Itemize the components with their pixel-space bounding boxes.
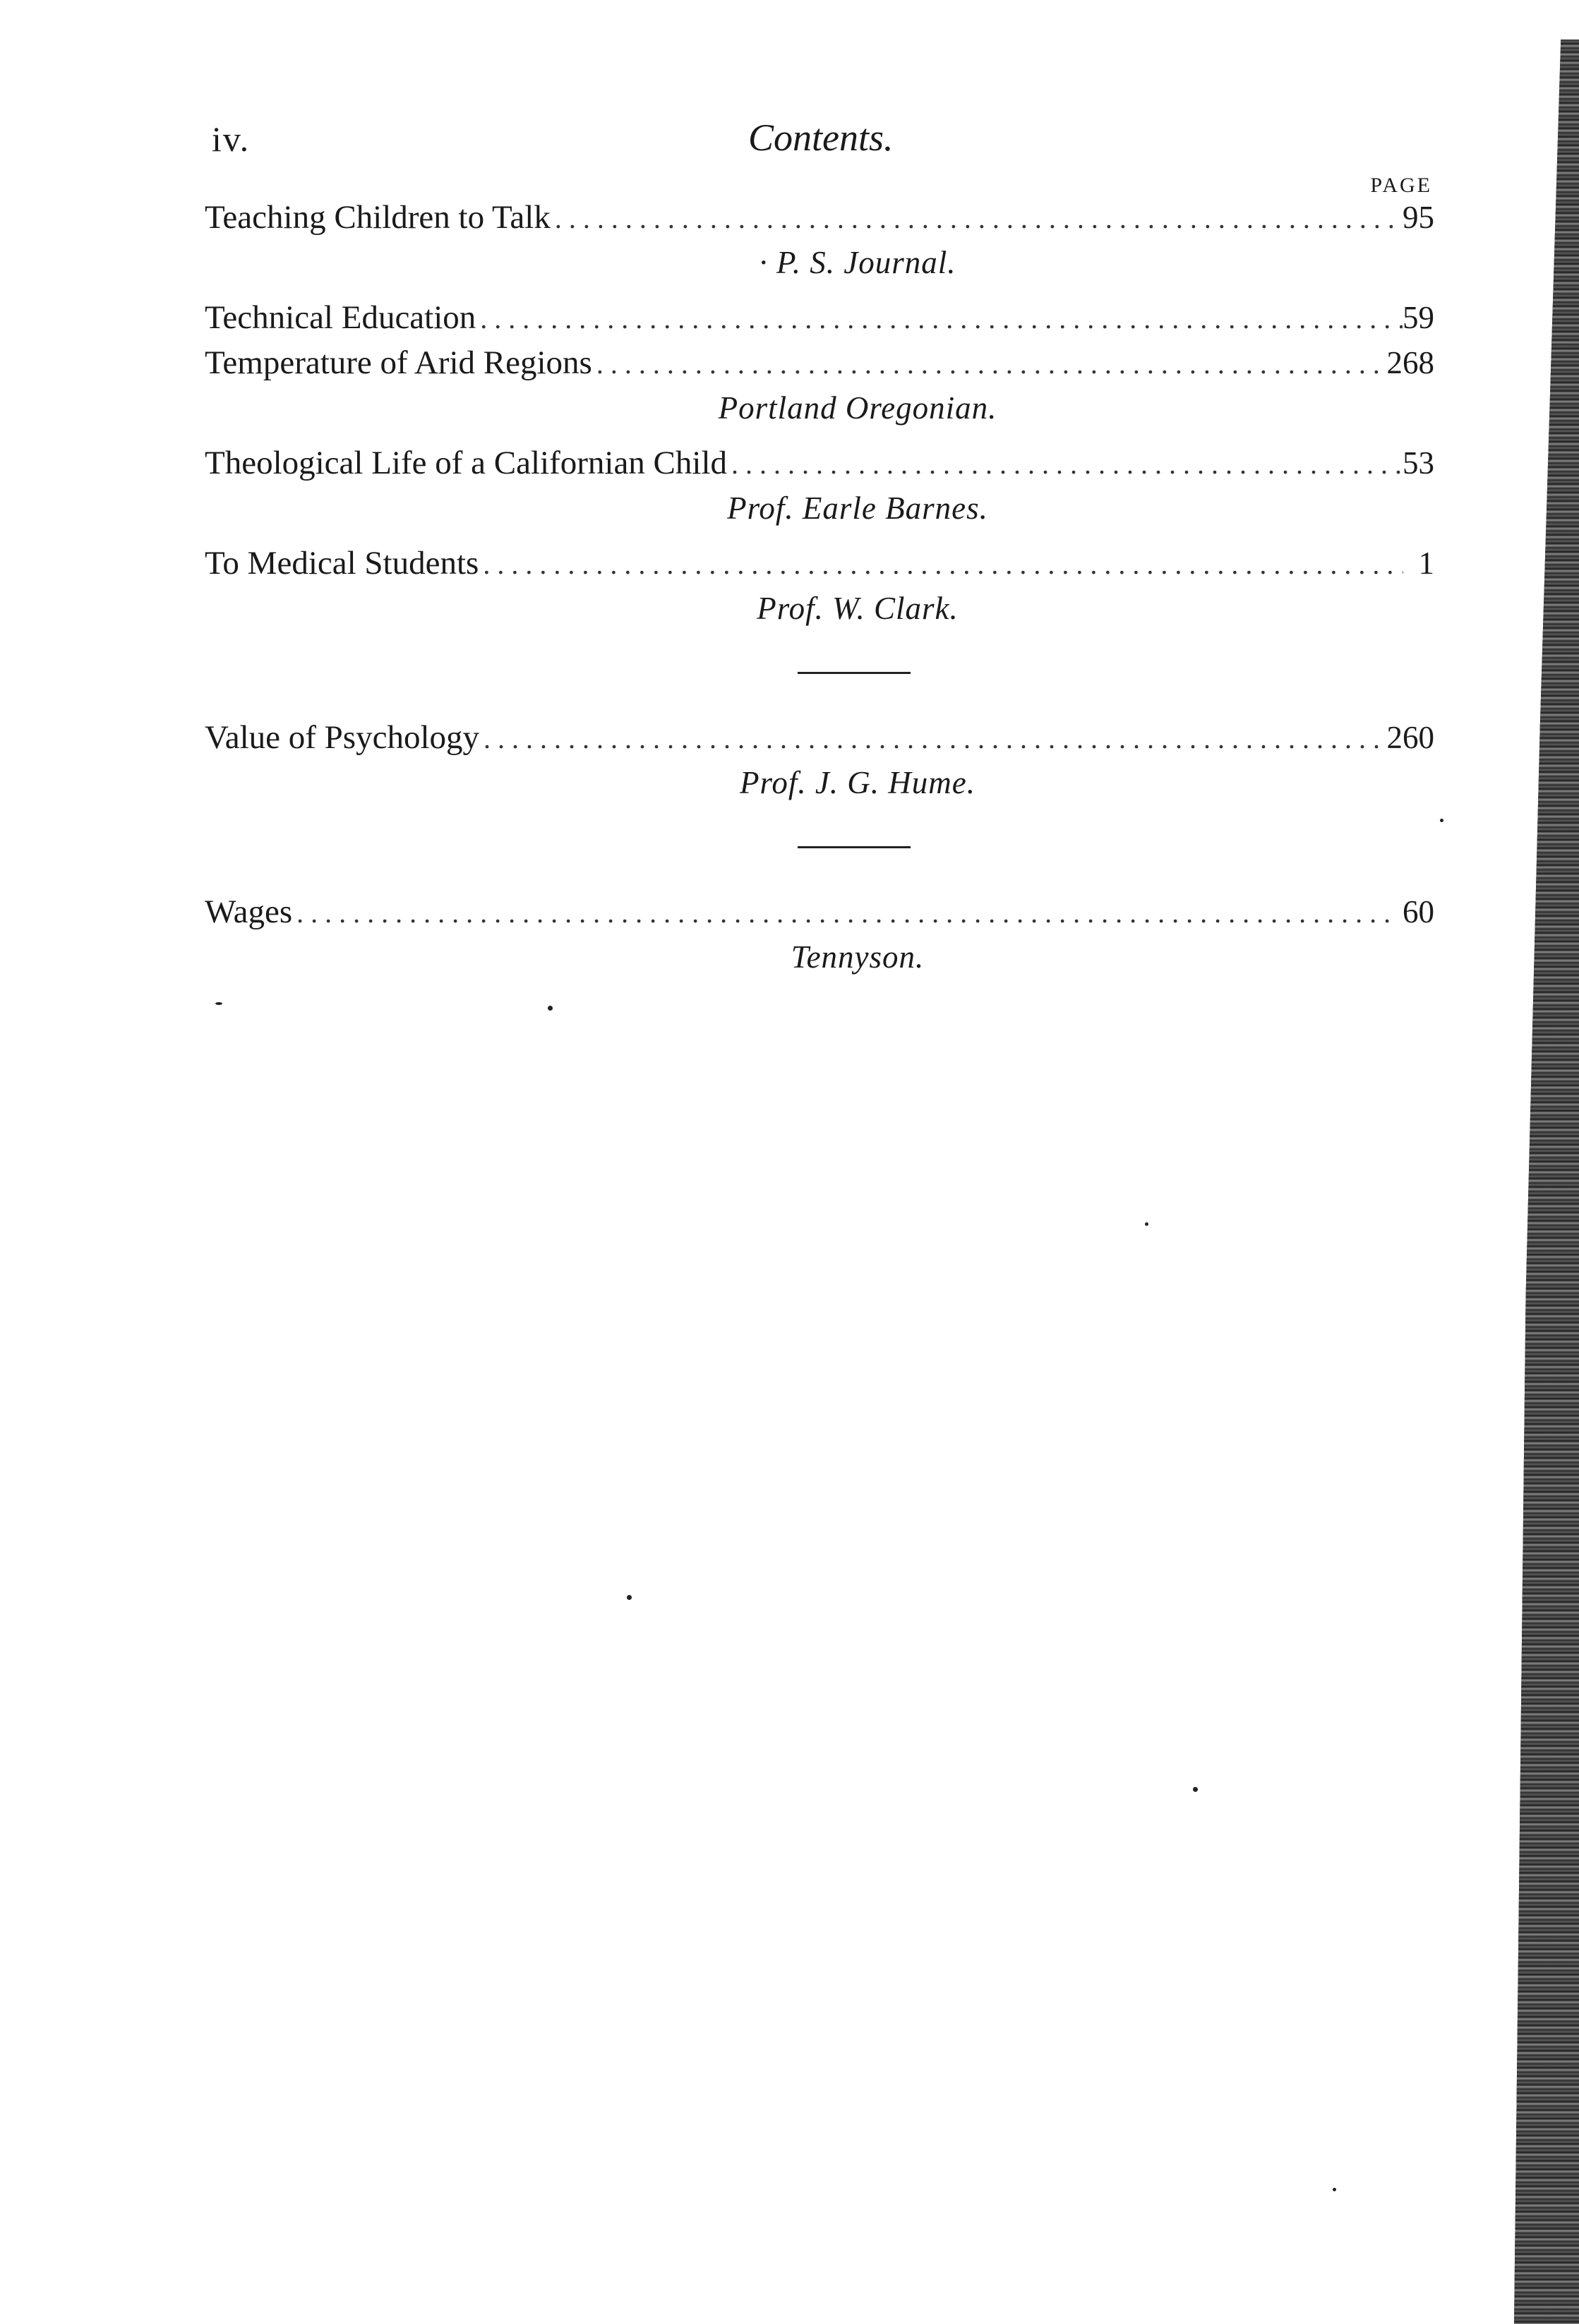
toc-entry-title: Wages — [205, 893, 293, 930]
toc-entry-title: Technical Education — [205, 299, 476, 336]
toc-entry-source: · P. S. Journal. — [759, 245, 956, 280]
toc-entry-page: 268 — [1386, 345, 1434, 380]
binding-edge — [1514, 40, 1579, 2324]
toc-entry-source: Tennyson. — [791, 939, 925, 975]
dot-leader — [483, 542, 1403, 587]
toc-entry — [205, 195, 1447, 240]
ink-speck — [215, 1002, 222, 1005]
dot-leader — [480, 296, 1403, 342]
toc-entry-source: Prof. J. G. Hume. — [739, 765, 976, 800]
toc-entry-page: 60 — [1403, 894, 1434, 929]
ink-speck — [627, 1595, 632, 1600]
ink-speck — [1333, 2188, 1336, 2191]
page-column-label: PAGE — [1370, 174, 1432, 197]
toc-entry-page: 260 — [1386, 720, 1434, 755]
toc-entry-title: Temperature of Arid Regions — [205, 344, 592, 381]
toc-entry-page: 95 — [1403, 200, 1434, 235]
toc-entry-source: Prof. Earle Barnes. — [727, 490, 988, 526]
dot-leader — [596, 342, 1387, 387]
toc-entry-title: Value of Psychology — [205, 719, 480, 756]
folio-number: iv. — [212, 119, 251, 159]
toc-entry — [205, 715, 1447, 760]
ink-speck — [548, 1006, 553, 1011]
toc-entry — [205, 440, 1447, 486]
running-head — [212, 116, 1440, 168]
dot-leader — [555, 196, 1403, 241]
toc-entry-page: 59 — [1403, 300, 1434, 335]
toc-entry — [205, 295, 1447, 340]
ink-speck — [1145, 1222, 1148, 1226]
toc-entry — [205, 889, 1447, 934]
toc-entry — [205, 541, 1447, 586]
table-of-contents — [205, 195, 1447, 980]
toc-entry-title: To Medical Students — [205, 545, 479, 582]
section-rule — [798, 672, 911, 674]
toc-entry-title: Teaching Children to Talk — [205, 199, 551, 236]
section-rule — [798, 846, 911, 848]
running-head-title: Contents. — [748, 116, 894, 159]
dot-leader — [731, 442, 1403, 487]
ink-speck — [1440, 819, 1443, 822]
toc-entry-page: 53 — [1403, 445, 1434, 481]
dot-leader — [484, 716, 1386, 761]
dot-leader — [296, 891, 1398, 936]
toc-entry-source: Prof. W. Clark. — [757, 591, 959, 626]
ink-speck — [1193, 1787, 1198, 1792]
toc-entry-source: Portland Oregonian. — [718, 390, 997, 426]
toc-entry-page: 1 — [1418, 546, 1434, 581]
toc-entry-title: Theological Life of a Californian Child — [205, 445, 728, 481]
toc-entry — [205, 340, 1447, 385]
